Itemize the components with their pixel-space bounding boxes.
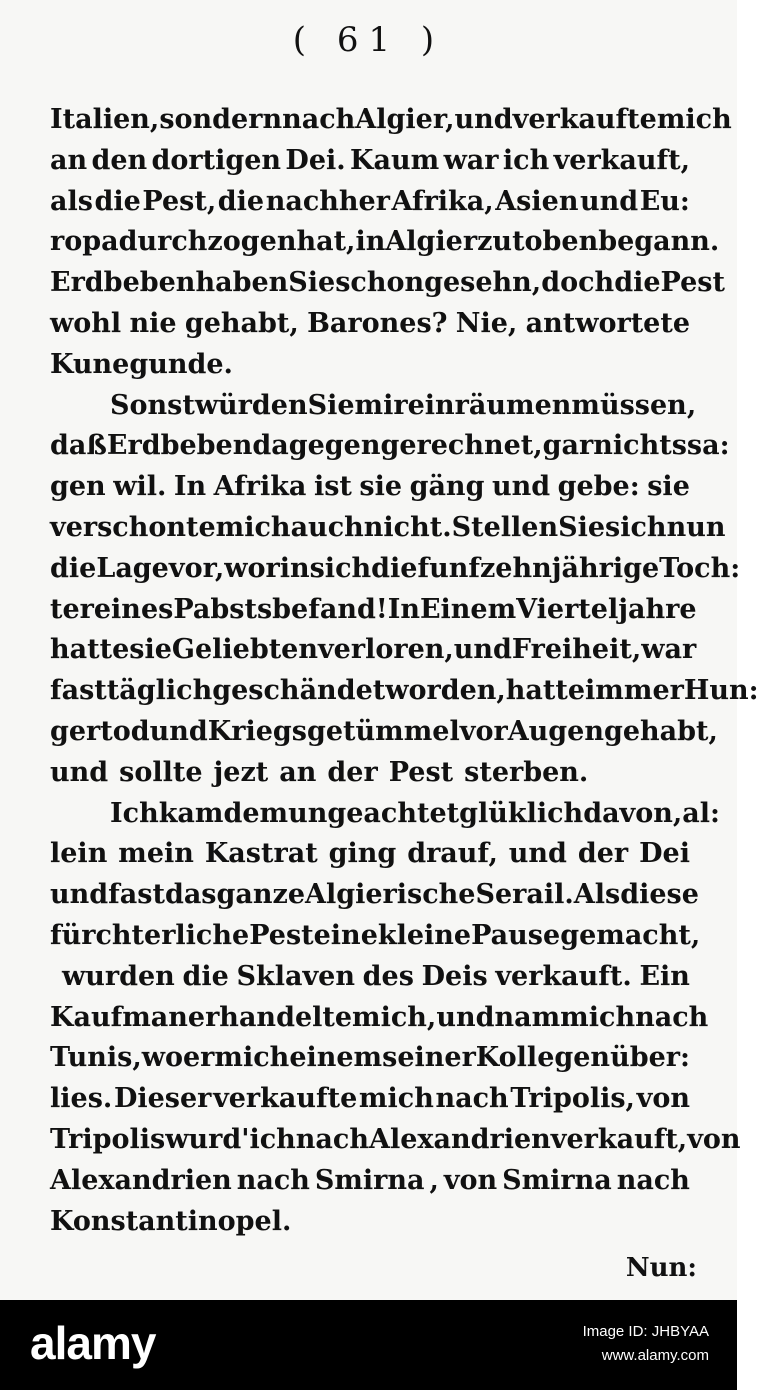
text-line [50,590,697,631]
word: sterben. [464,756,589,788]
text-line [50,957,690,998]
word: drauf, [407,838,498,870]
word: hatte [50,634,130,666]
word: gebe: [557,471,640,503]
site-url: www.alamy.com [601,1347,709,1364]
word: Afrika, [391,185,494,217]
word: an [279,756,317,788]
word: täglich [106,675,213,707]
word: Deis [421,960,488,992]
word: Kollegen [475,1042,611,1074]
word: sich [309,552,372,584]
word: hatte [505,675,586,707]
word: Tripolis, [510,1083,635,1115]
word: Toch: [659,552,741,584]
word: Lage [96,552,169,584]
word: verschonte [50,511,216,543]
word: ter [50,593,94,625]
word: sie [129,634,172,666]
word: Hun: [683,675,759,707]
word: gemacht, [560,919,701,951]
word: eine [313,919,378,951]
word: Pause [471,919,561,951]
word: mich, [352,1001,437,1033]
word: lein [50,838,108,870]
word: Barones? [307,307,448,339]
catchword: Nun: [625,1253,697,1283]
word: von [636,1083,690,1115]
word: seiner [382,1042,476,1074]
word: gen [50,471,106,503]
word: Erdbeben [50,267,196,299]
text-line [50,467,690,508]
word: verkaufte [512,104,657,135]
word: verkauft, [550,1123,688,1155]
image-info [583,1320,709,1368]
watermark-bar [0,1300,737,1390]
word: Serail. [475,879,574,911]
word: und [491,471,551,503]
word: Sonst [110,389,195,421]
text-line [50,1202,690,1243]
word: als [50,185,93,217]
word: einem [289,1042,383,1074]
word: dortigen [151,144,282,176]
text-line [50,1161,690,1202]
word: Pest [388,756,454,788]
word: hat, [296,226,356,258]
word: Italien, [50,104,160,135]
word: nichts [593,430,687,462]
word: nun [666,511,726,543]
word: Algierische [305,879,476,911]
word: nach [282,104,356,135]
word: nam [494,1001,561,1033]
word: die [182,960,229,992]
word: Als [573,879,621,911]
word: über: [610,1042,690,1074]
word: demungeachtet [223,797,460,829]
word: würden [194,389,308,421]
word: Algier, [355,104,455,135]
word: begann. [598,226,720,258]
text-line [50,630,697,671]
word: Pest [660,267,725,299]
text-line [50,1038,690,1079]
text-line [50,222,720,263]
word: der [327,756,378,788]
word: wurd' [165,1123,250,1155]
word: Sie [558,511,606,543]
word: nach [295,1123,369,1155]
word: haben [195,267,289,299]
text-line [50,426,730,467]
word: der [577,838,629,870]
word: gertod [50,715,150,747]
word: sie [359,471,403,503]
word: Nie, [455,307,518,339]
word: Algier [385,226,478,258]
word: davon, [583,797,683,829]
word: das [164,879,217,911]
word: einräumen [407,389,572,421]
word: vor, [168,552,225,584]
text-line [50,386,697,427]
word: die [217,185,265,217]
word: verloren, [317,634,454,666]
word: immer [585,675,684,707]
word: diese [620,879,699,911]
text-line [50,141,690,182]
word: toben [512,226,599,258]
word: Vierteljahre [516,593,697,625]
word: Kunegunde. [50,348,233,380]
text-line [50,345,690,386]
word: dagegen [252,430,381,462]
text-line [50,1120,741,1161]
body-text [50,100,759,1242]
word: mich [215,511,291,543]
word: die [371,552,418,584]
word: des [362,960,414,992]
word: In [387,593,420,625]
word: wurden [62,960,175,992]
word: und [508,838,567,870]
word: in [355,226,386,258]
text-line [50,916,701,957]
word: jezt [213,756,269,788]
word: Tunis, [50,1042,142,1074]
word: Alexandrien [50,1164,232,1196]
word: Alexandrien [369,1123,551,1155]
word: gehabt, [603,715,718,747]
word: nach [616,1164,690,1196]
word: Tripolis [50,1123,166,1155]
text-line [50,263,725,304]
word: ich [249,1123,296,1155]
word: nach [435,1083,509,1115]
word: gesehn, [424,267,542,299]
word: von [687,1123,741,1155]
word: wohl [50,307,122,339]
word: müssen, [571,389,697,421]
word: Dei. [285,144,346,176]
word: Pest, [142,185,217,217]
word: und [50,756,109,788]
word: funfzehnjährige [417,552,660,584]
text-line [50,182,690,223]
word: gar [542,430,594,462]
word: mich [656,104,732,135]
text-line [50,508,726,549]
word: an [50,144,88,176]
word: Erdbeben [106,430,253,462]
word: Sklaven [236,960,355,992]
word: worin [224,552,310,584]
word: verkauft, [553,144,690,176]
word: Stellen [451,511,559,543]
word: Augen [507,715,604,747]
word: gäng [409,471,485,503]
word: ich [502,144,550,176]
word: al: [682,797,721,829]
word: mein [118,838,194,870]
word: die [50,552,97,584]
word: Ein [639,960,690,992]
word: Kastrat [204,838,318,870]
word: befand! [272,593,388,625]
word: zu [477,226,513,258]
word: sondern [159,104,283,135]
word: gerechnet, [380,430,543,462]
word: von [443,1164,498,1196]
page-number: ( 61 ) [292,20,445,60]
word: und [50,879,109,911]
text-line [50,549,741,590]
word: Smirna [314,1164,425,1196]
word: und [454,104,513,135]
text-line [50,304,690,345]
word: und [436,1001,495,1033]
word: mich [560,1001,636,1033]
word: Dieser [113,1083,212,1115]
word: den [91,144,148,176]
text-line [50,753,690,794]
word: daß [50,430,107,462]
word: worden, [385,675,506,707]
word: und [580,185,639,217]
word: Asien [495,185,579,217]
text-line [50,100,732,141]
word: sa: [686,430,730,462]
word: schon [335,267,425,299]
word: mir [354,389,408,421]
word: gehabt, [184,307,299,339]
word: Pest [249,919,314,951]
text-line [50,998,709,1039]
text-line [50,794,721,835]
word: Kaufman [50,1001,188,1033]
word: verkauft. [495,960,632,992]
word: durchzogen [118,226,297,258]
word: sollte [119,756,203,788]
word: In [173,471,207,503]
alamy-logo: alamy [30,1317,156,1369]
word: er [183,1042,215,1074]
word: glüklich [459,797,584,829]
word: doch [541,267,615,299]
text-line [50,875,699,916]
word: Freiheit, [511,634,642,666]
word: ging [328,838,397,870]
word: kam [158,797,224,829]
word: verkaufte [213,1083,358,1115]
word: war [641,634,697,666]
word: Pabsts [173,593,273,625]
word: , [429,1164,439,1196]
word: antwortete [525,307,690,339]
word: sich [605,511,667,543]
word: sie [647,471,690,503]
word: Sie [288,267,336,299]
text-line [50,1079,690,1120]
word: Eu: [639,185,690,217]
word: kleine [377,919,472,951]
word: nach [236,1164,310,1196]
word: geschändet [212,675,386,707]
word: Sie [307,389,355,421]
word: war [443,144,499,176]
word: lies. [50,1083,113,1115]
text-line [50,671,759,712]
word: auch [290,511,364,543]
text-line [50,834,690,875]
word: Kaum [350,144,440,176]
word: eines [93,593,174,625]
word: ist [313,471,352,503]
word: fast [108,879,165,911]
word: nicht. [363,511,452,543]
word: vor [459,715,508,747]
word: die [94,185,141,217]
word: mich [358,1083,434,1115]
word: die [614,267,661,299]
word: und [453,634,512,666]
word: fürchterliche [50,919,250,951]
word: ropa [50,226,119,258]
word: erhandelte [187,1001,353,1033]
word: Afrika [213,471,307,503]
word: Geliebten [171,634,318,666]
text-line [50,712,718,753]
word: fast [50,675,107,707]
word: nachher [265,185,390,217]
word: Konstantinopel. [50,1205,292,1237]
word: und [149,715,208,747]
image-id: Image ID: JHBYAA [582,1323,709,1340]
word: Ich [110,797,159,829]
word: wo [141,1042,183,1074]
word: Einem [419,593,517,625]
word: Kriegsgetümmel [207,715,460,747]
word: Dei [639,838,690,870]
word: Smirna [502,1164,612,1196]
word: nach [635,1001,709,1033]
word: mich [214,1042,290,1074]
word: ganze [216,879,306,911]
word: nie [129,307,177,339]
word: wil. [113,471,167,503]
